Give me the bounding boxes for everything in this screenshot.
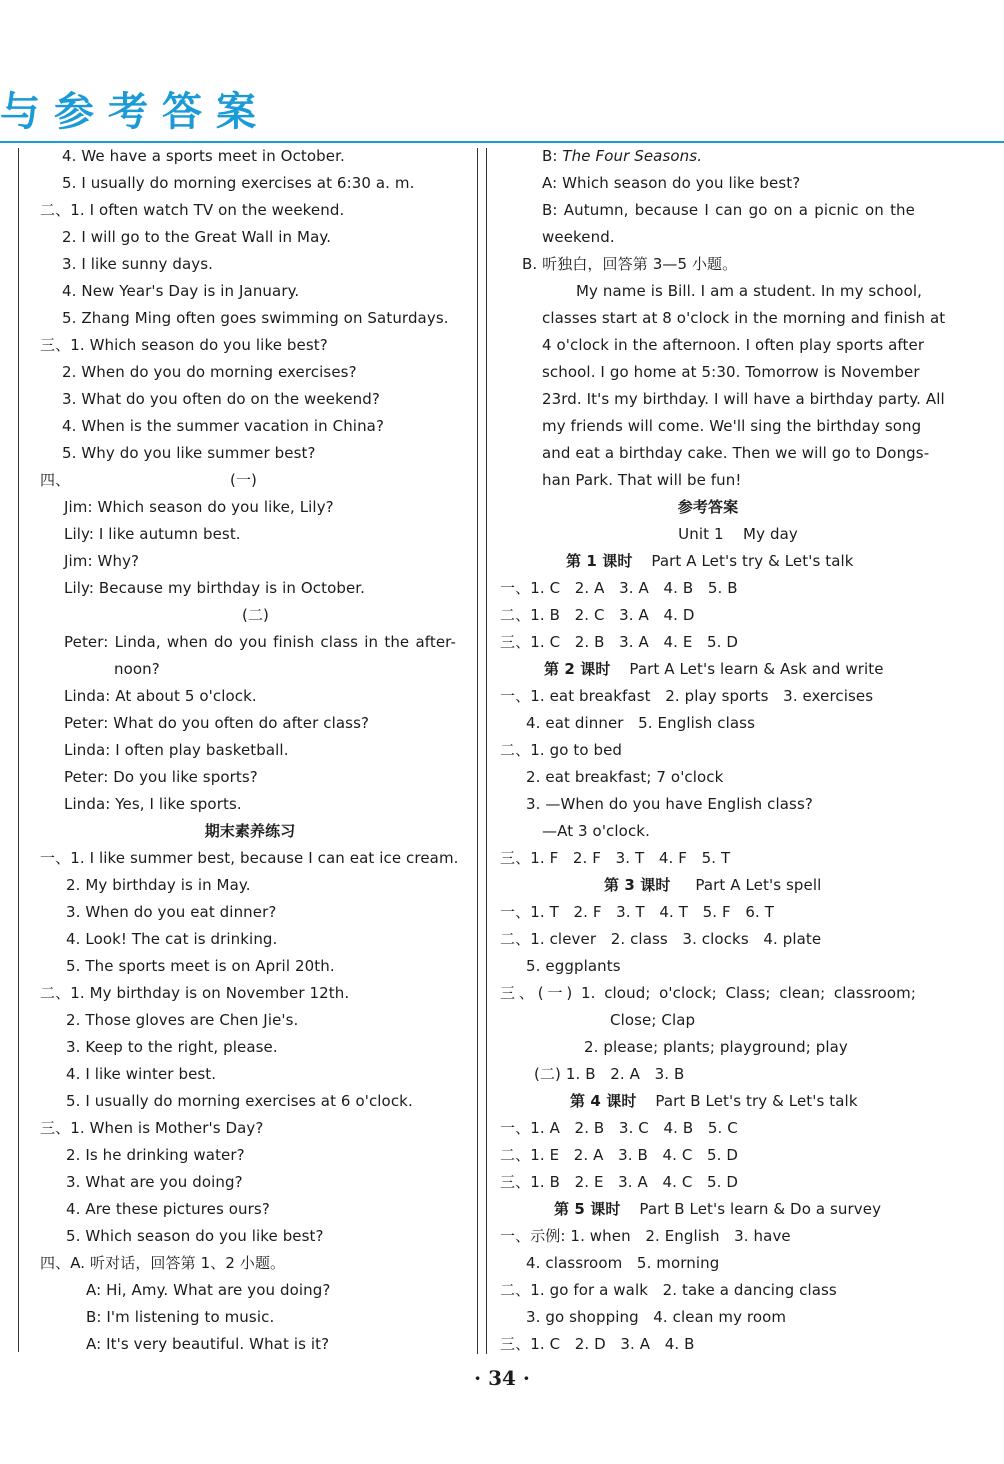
section-label: 四、	[40, 471, 71, 489]
answer-line: 三、(一) 1. cloud; o'clock; Class; clean; classroom;	[500, 984, 916, 1002]
answer-line: 4. Are these pictures ours?	[66, 1200, 270, 1218]
answer-line: 三、1. C 2. D 3. A 4. B	[500, 1335, 695, 1353]
lesson-title: Part B Let's try & Let's talk	[655, 1092, 858, 1110]
answer-line: 3. What do you often do on the weekend?	[62, 390, 380, 408]
answer-line: (二) 1. B 2. A 3. B	[534, 1065, 685, 1083]
answer-line: —At 3 o'clock.	[542, 822, 650, 840]
left-column	[40, 143, 470, 1358]
dialogue-line: Peter: Do you like sports?	[64, 768, 258, 786]
lesson-title: Part A Let's learn & Ask and write	[629, 660, 884, 678]
answer-line: 二、1. My birthday is on November 12th.	[40, 984, 350, 1002]
answer-line: 一、1. eat breakfast 2. play sports 3. exercises	[500, 687, 874, 705]
lesson-number: 第 2 课时	[544, 660, 611, 678]
answer-line: 二、1. clever 2. class 3. clocks 4. plate	[500, 930, 822, 948]
answer-line: 4. eat dinner 5. English class	[526, 714, 755, 732]
lesson-heading	[500, 1088, 920, 1115]
music-title: The Four Seasons.	[562, 147, 703, 165]
answer-line: 一、示例: 1. when 2. English 3. have	[500, 1227, 791, 1245]
answer-line: 三、1. F 2. F 3. T 4. F 5. T	[500, 849, 731, 867]
passage-line: and eat a birthday cake. Then we will go to Dongs-	[542, 444, 930, 462]
dialogue-line: Linda: I often play basketball.	[64, 741, 289, 759]
passage-line: school. I go home at 5:30. Tomorrow is November	[542, 363, 920, 381]
dialogue-line: noon?	[114, 660, 160, 678]
answer-line: 5. Which season do you like best?	[66, 1227, 324, 1245]
answer-line: 一、1. A 2. B 3. C 4. B 5. C	[500, 1119, 738, 1137]
lesson-title: Part B Let's learn & Do a survey	[639, 1200, 882, 1218]
answer-line: 5. The sports meet is on April 20th.	[66, 957, 335, 975]
answer-line: 三、1. C 2. B 3. A 4. E 5. D	[500, 633, 739, 651]
answer-line: 一、1. C 2. A 3. A 4. B 5. B	[500, 579, 738, 597]
answer-line: 2. Is he drinking water?	[66, 1146, 245, 1164]
dialogue-line: A: It's very beautiful. What is it?	[86, 1335, 330, 1353]
answer-line: Close; Clap	[610, 1011, 696, 1029]
answer-line: 3. What are you doing?	[66, 1173, 243, 1191]
dialogue-line: Peter: What do you often do after class?	[64, 714, 370, 732]
left-margin-line	[18, 148, 19, 1352]
answer-line: 5. eggplants	[526, 957, 621, 975]
lesson-heading	[500, 1196, 920, 1223]
answer-line: 2. My birthday is in May.	[66, 876, 251, 894]
answer-line: 3. When do you eat dinner?	[66, 903, 277, 921]
section-heading: 参考答案	[677, 498, 739, 516]
lesson-heading	[500, 872, 920, 899]
listening-instruction: B. 听独白，回答第 3—5 小题。	[522, 255, 738, 273]
dialogue-line: B: Autumn, because I can go on a picnic on the	[542, 201, 915, 219]
lesson-heading	[500, 656, 920, 683]
passage-line: han Park. That will be fun!	[542, 471, 742, 489]
passage-line: My name is Bill. I am a student. In my school,	[576, 282, 922, 300]
answer-line: 三、1. When is Mother's Day?	[40, 1119, 264, 1137]
answer-line: 二、1. E 2. A 3. B 4. C 5. D	[500, 1146, 739, 1164]
answer-line: 3. I like sunny days.	[62, 255, 214, 273]
dialogue-line: A: Hi, Amy. What are you doing?	[86, 1281, 331, 1299]
answer-line: 4. When is the summer vacation in China?	[62, 417, 385, 435]
center-divider	[477, 148, 478, 1354]
lesson-title: Part A Let's try & Let's talk	[651, 552, 854, 570]
right-center-line	[486, 148, 487, 1354]
dialogue-line: Lily: Because my birthday is in October.	[64, 579, 366, 597]
answer-line: 3. —When do you have English class?	[526, 795, 813, 813]
answer-line: 2. Those gloves are Chen Jie's.	[66, 1011, 299, 1029]
lesson-title: Part A Let's spell	[695, 876, 822, 894]
lesson-number: 第 3 课时	[604, 876, 671, 894]
section-row	[40, 467, 470, 494]
passage-line: classes start at 8 o'clock in the morning and finish at	[542, 309, 946, 327]
dialogue-line: B: I'm listening to music.	[86, 1308, 275, 1326]
answer-line: 4. Look! The cat is drinking.	[66, 930, 278, 948]
answer-line: 2. eat breakfast; 7 o'clock	[526, 768, 724, 786]
answer-line: 5. I usually do morning exercises at 6:30 a. m.	[62, 174, 415, 192]
dialogue-line: Linda: At about 5 o'clock.	[64, 687, 257, 705]
answer-line: 一、1. I like summer best, because I can eat ice cream.	[40, 849, 459, 867]
answer-line: 2. When do you do morning exercises?	[62, 363, 357, 381]
answer-line: 三、1. Which season do you like best?	[40, 336, 328, 354]
answer-line: 4. I like winter best.	[66, 1065, 217, 1083]
page-number: · 34 ·	[474, 1366, 530, 1390]
answer-line: 5. I usually do morning exercises at 6 o'clock.	[66, 1092, 413, 1110]
answer-line: 5. Why do you like summer best?	[62, 444, 316, 462]
answer-line: 4. We have a sports meet in October.	[62, 147, 345, 165]
lesson-number: 第 4 课时	[570, 1092, 637, 1110]
answer-line: 一、1. T 2. F 3. T 4. T 5. F 6. T	[500, 903, 775, 921]
right-column	[500, 143, 946, 1358]
section-heading: 期末素养练习	[204, 822, 296, 840]
answer-line: 4. New Year's Day is in January.	[62, 282, 300, 300]
listening-instruction: 四、A. 听对话，回答第 1、2 小题。	[40, 1254, 286, 1272]
dialogue-line: Linda: Yes, I like sports.	[64, 795, 242, 813]
answer-line: 4. classroom 5. morning	[526, 1254, 720, 1272]
section-title: 与参考答案	[0, 88, 270, 135]
dialogue-line: Jim: Why?	[64, 552, 140, 570]
dialogue-line: A: Which season do you like best?	[542, 174, 801, 192]
answer-line: 2. please; plants; playground; play	[584, 1038, 848, 1056]
lesson-number: 第 1 课时	[566, 552, 633, 570]
subsection-label: (一)	[230, 471, 258, 489]
answer-line: 2. I will go to the Great Wall in May.	[62, 228, 332, 246]
answer-line: 3. Keep to the right, please.	[66, 1038, 278, 1056]
speaker-label: B:	[542, 147, 563, 165]
unit-heading: Unit 1 My day	[678, 525, 798, 543]
dialogue-line: Lily: I like autumn best.	[64, 525, 241, 543]
dialogue-line	[500, 143, 920, 170]
answer-line: 三、1. B 2. E 3. A 4. C 5. D	[500, 1173, 739, 1191]
dialogue-line: weekend.	[542, 228, 615, 246]
answer-line: 二、1. I often watch TV on the weekend.	[40, 201, 345, 219]
lesson-number: 第 5 课时	[554, 1200, 621, 1218]
passage-line: 4 o'clock in the afternoon. I often play sports after	[542, 336, 925, 354]
answer-line: 3. go shopping 4. clean my room	[526, 1308, 787, 1326]
passage-line: 23rd. It's my birthday. I will have a birthday party. All	[542, 390, 945, 408]
dialogue-line: Jim: Which season do you like, Lily?	[64, 498, 334, 516]
dialogue-line: Peter: Linda, when do you finish class in the after-	[64, 633, 456, 651]
answer-line: 二、1. go for a walk 2. take a dancing class	[500, 1281, 837, 1299]
answer-line: 5. Zhang Ming often goes swimming on Saturdays.	[62, 309, 449, 327]
answer-line: 二、1. go to bed	[500, 741, 623, 759]
passage-line: my friends will come. We'll sing the birthday song	[542, 417, 922, 435]
lesson-heading	[500, 548, 920, 575]
subsection-label: (二)	[242, 606, 270, 624]
answer-line: 二、1. B 2. C 3. A 4. D	[500, 606, 695, 624]
